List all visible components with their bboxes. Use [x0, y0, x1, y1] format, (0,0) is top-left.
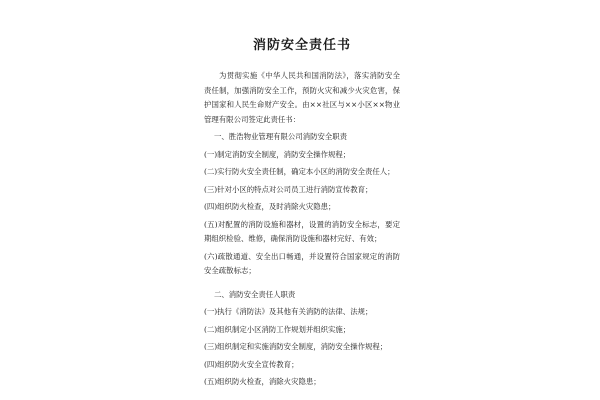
- section-2-item-5: (五)组织防火检查，消除火灾隐患；: [204, 377, 321, 386]
- section-1-item-2: (二)实行防火安全责任制，确定本小区的消防安全责任人；: [204, 167, 395, 176]
- section-2-item-4: (四)组织防火安全宣传教育；: [204, 359, 299, 369]
- section-2-item-2: (二)组织制定小区消防工作规划并组织实施；: [204, 324, 351, 334]
- section-1-heading: 一、胜浩物业管理有限公司消防安全职责: [214, 132, 348, 141]
- document-title: 消防安全责任书: [252, 38, 351, 53]
- intro-paragraph: 为贯彻实施《中华人民共和国消防法》，落实消防安全责任制，加强消防安全工作，预防火灾和减少火灾危害，保护国家和人民生命财产安全。由××社区与××小区××物业管理有限公司签定此责任书：: [204, 71, 400, 124]
- section-1-item-5: (五)对配置的消防设施和器材，设置的消防安全标志，要定期组织检验、维修，确保消防设施和器材完好、有效；: [204, 219, 400, 243]
- section-1-item-4: (四)组织防火检查，及时消除火灾隐患；: [204, 202, 336, 211]
- section-2-heading: 二、消防安全责任人职责: [214, 289, 296, 299]
- section-1-item-6: (六)疏散通道、安全出口畅通，并设置符合国家规定的消防安全疏散标志；: [204, 251, 400, 275]
- document-body: [204, 38, 400, 390]
- section-2-item-1: (一)执行《消防法》及其他有关消防的法律、法规；: [204, 307, 373, 316]
- section-1-item-3: (三)针对小区的特点对公司员工进行消防宣传教育；: [204, 184, 373, 194]
- section-1-item-1: (一)制定消防安全制度，消防安全操作规程；: [204, 149, 351, 159]
- section-2-item-3: (三)组织制定和实施消防安全制度，消防安全操作规程；: [204, 342, 388, 351]
